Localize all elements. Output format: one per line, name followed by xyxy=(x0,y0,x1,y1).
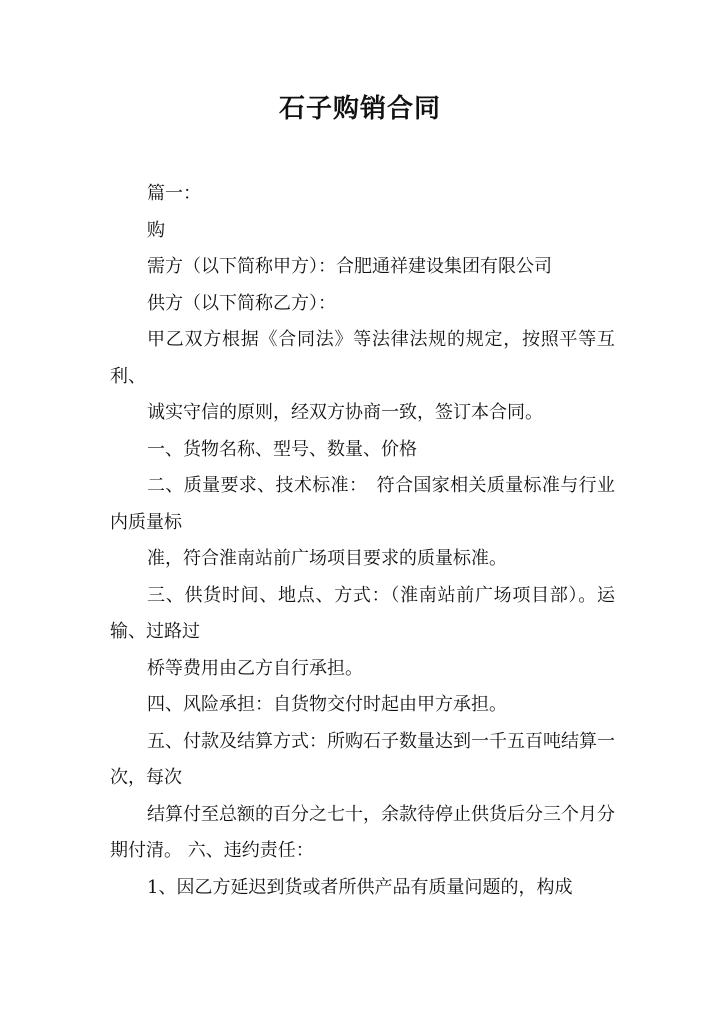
paragraph: 供方（以下简称乙方）： xyxy=(147,292,336,314)
document-title: 石子购销合同 xyxy=(278,94,441,124)
paragraph: 二、质量要求、技术标准： 符合国家相关质量标准与行业内质量标 xyxy=(110,475,615,533)
paragraph: 需方（以下简称甲方）：合肥通祥建设集团有限公司 xyxy=(147,256,552,277)
paragraph: 购 xyxy=(147,219,165,241)
paragraph: 三、供货时间、地点、方式：（淮南站前广场项目部）。运输、过路过 xyxy=(110,584,615,642)
paragraph: 篇一： xyxy=(147,183,201,204)
paragraph: 诚实守信的原则，经双方协商一致，签订本合同。 xyxy=(147,402,543,423)
paragraph: 四、风险承担：自货物交付时起由甲方承担。 xyxy=(147,694,507,715)
paragraph: 1、因乙方延迟到货或者所供产品有质量问题的，构成 xyxy=(147,876,573,898)
paragraph: 五、付款及结算方式：所购石子数量达到一千五百吨结算一次，每次 xyxy=(110,730,615,788)
paragraph: 桥等费用由乙方自行承担。 xyxy=(147,657,363,679)
paragraph: 准，符合淮南站前广场项目要求的质量标准。 xyxy=(147,548,507,569)
paragraph: 结算付至总额的百分之七十，余款待停止供货后分三个月分期付清。 六、违约责任： xyxy=(110,803,615,861)
paragraph: 甲乙双方根据《合同法》等法律法规的规定，按照平等互利、 xyxy=(110,329,615,387)
document-body xyxy=(110,176,615,906)
paragraph: 一、货物名称、型号、数量、价格 xyxy=(147,438,417,460)
